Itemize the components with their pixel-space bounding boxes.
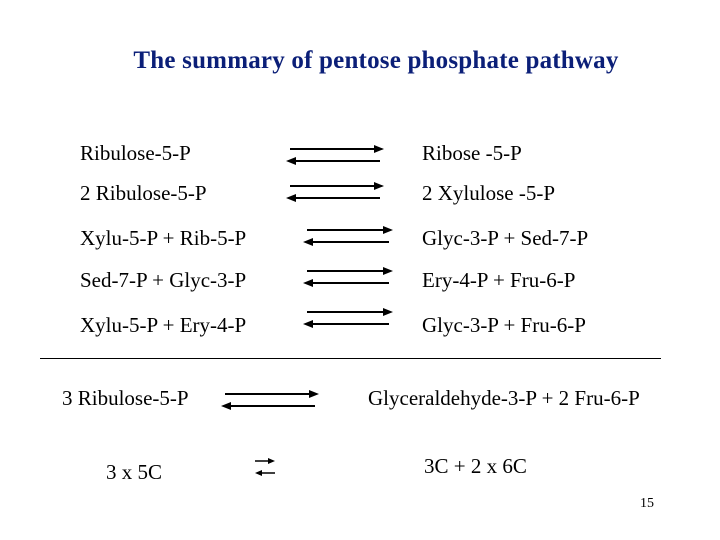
equilibrium-arrow-icon	[302, 265, 394, 289]
page-number: 15	[640, 496, 654, 511]
reaction-5-right: Glyc-3-P + Fru-6-P	[422, 313, 586, 337]
reaction-5-left: Xylu-5-P + Ery-4-P	[80, 313, 247, 337]
reaction-2-left: 2 Ribulose-5-P	[80, 181, 207, 205]
equilibrium-arrow-icon	[285, 180, 385, 204]
reaction-4-right: Ery-4-P + Fru-6-P	[422, 268, 576, 292]
small-equilibrium-arrow-icon	[253, 452, 277, 482]
summary-right: Glyceraldehyde-3-P + 2 Fru-6-P	[368, 386, 640, 410]
summary-left: 3 Ribulose-5-P	[62, 386, 189, 410]
reaction-4-left: Sed-7-P + Glyc-3-P	[80, 268, 247, 292]
reaction-1-left: Ribulose-5-P	[80, 141, 191, 165]
reaction-2-right: 2 Xylulose -5-P	[422, 181, 555, 205]
equilibrium-arrow-icon	[302, 306, 394, 330]
page-title: The summary of pentose phosphate pathway	[133, 47, 619, 74]
reaction-3-left: Xylu-5-P + Rib-5-P	[80, 226, 247, 250]
reaction-3-right: Glyc-3-P + Sed-7-P	[422, 226, 589, 250]
equilibrium-arrow-icon	[220, 388, 320, 412]
reaction-1-right: Ribose -5-P	[422, 141, 522, 165]
equilibrium-arrow-icon	[302, 224, 394, 248]
divider	[40, 358, 661, 359]
equilibrium-arrow-icon	[285, 143, 385, 167]
carbon-count-left: 3 x 5C	[106, 460, 163, 484]
carbon-count-right: 3C + 2 x 6C	[424, 454, 527, 478]
